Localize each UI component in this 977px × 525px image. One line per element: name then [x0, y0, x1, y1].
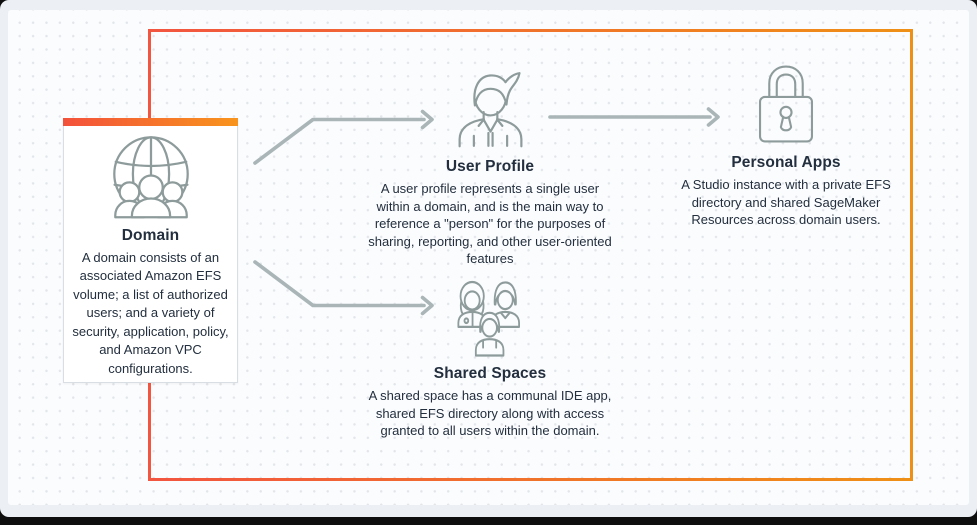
lock-icon [742, 60, 830, 148]
person-icon [443, 57, 538, 152]
user-profile-title: User Profile [445, 158, 535, 175]
personal-apps-node [676, 60, 896, 229]
shared-spaces-title: Shared Spaces [433, 365, 547, 382]
domain-description: A domain consists of an associated Amazon EFS volume; a list of authorized users; and a variety of security, application, policy, and Amazon VPC configurations. [72, 250, 229, 376]
personal-apps-title: Personal Apps [731, 154, 841, 171]
personal-apps-description: A Studio instance with a private EFS directory and shared SageMaker Resources across domain users. [681, 177, 891, 228]
domain-title: Domain [121, 227, 180, 244]
user-profile-description: A user profile represents a single user within a domain, and is the main way to reference a "person" for the purposes of sharing, reporting, and other user-oriented features [368, 181, 612, 267]
domain-node [63, 118, 238, 383]
domain-accent-bar [63, 118, 238, 126]
people-group-icon [450, 271, 530, 359]
user-profile-node [368, 57, 612, 268]
shared-spaces-description: A shared space has a communal IDE app, shared EFS directory along with access granted to all users within the domain. [368, 388, 612, 439]
shared-spaces-node [368, 271, 612, 440]
globe-users-icon [102, 129, 200, 221]
